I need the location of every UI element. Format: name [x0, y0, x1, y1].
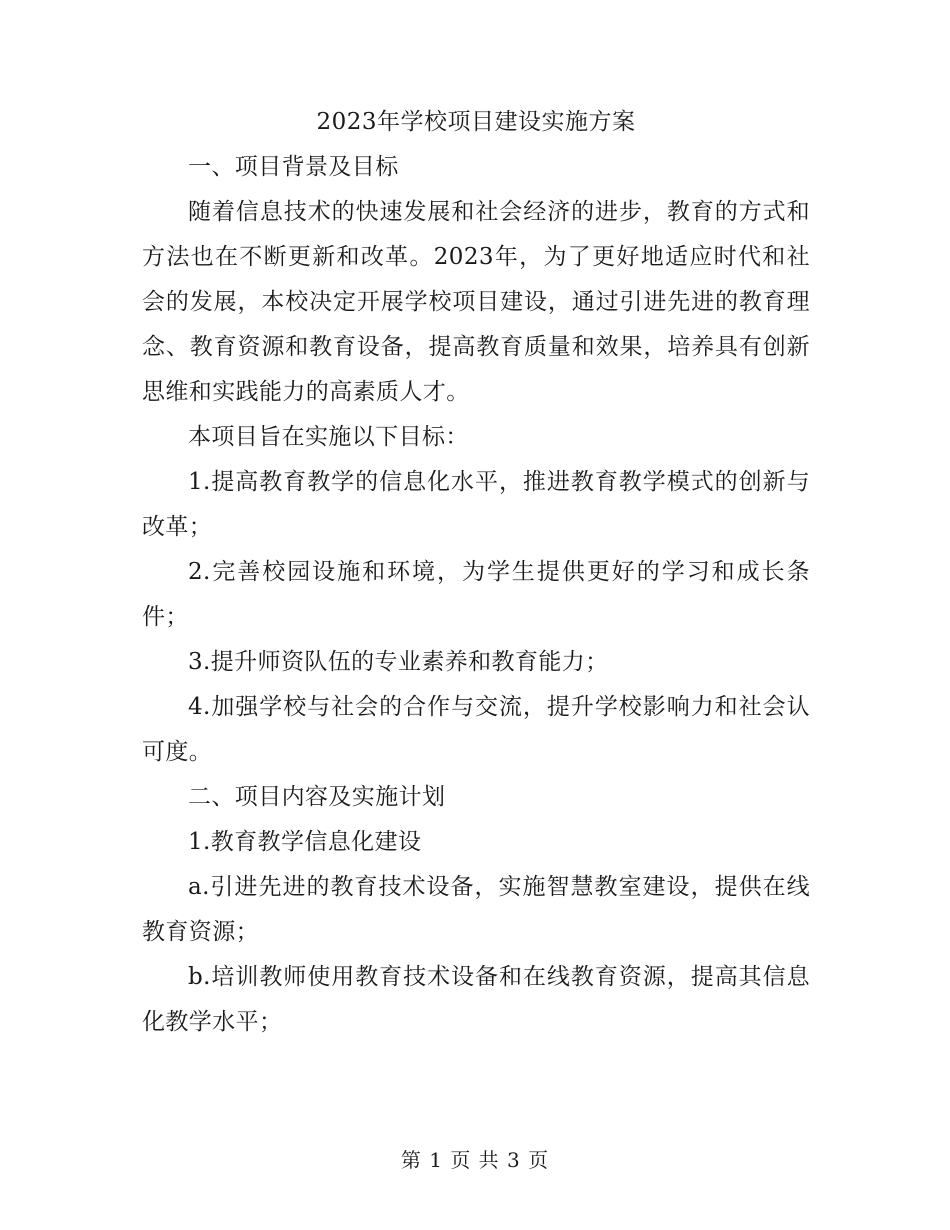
- document-body: [142, 100, 810, 1045]
- subsection-heading-informatization: 1.教育教学信息化建设: [188, 829, 422, 855]
- page-number-footer: 第 1 页 共 3 页: [400, 1148, 550, 1172]
- document-title: 2023年学校项目建设实施方案: [316, 109, 636, 135]
- goal-item-2: 2.完善校园设施和环境，为学生提供更好的学习和成长条件；: [142, 559, 810, 630]
- paragraph-background: 随着信息技术的快速发展和社会经济的进步，教育的方式和方法也在不断更新和改革。2023年，为了更好地适应时代和社会的发展，本校决定开展学校项目建设，通过引进先进的教育理念、教育资源和教育设备，提高教育质量和效果，培养具有创新思维和实践能力的高素质人才。: [142, 199, 810, 405]
- goal-item-1: 1.提高教育教学的信息化水平，推进教育教学模式的创新与改革；: [142, 469, 810, 540]
- paragraph-goals-intro: 本项目旨在实施以下目标：: [188, 424, 469, 450]
- goal-item-3: 3.提升师资队伍的专业素养和教育能力；: [188, 649, 609, 675]
- list-item-b: b.培训教师使用教育技术设备和在线教育资源，提高其信息化教学水平；: [142, 964, 810, 1035]
- section-heading-background: 一、项目背景及目标: [188, 154, 399, 180]
- list-item-a: a.引进先进的教育技术设备，实施智慧教室建设，提供在线教育资源；: [142, 874, 810, 945]
- section-heading-content-plan: 二、项目内容及实施计划: [188, 784, 446, 810]
- goal-item-4: 4.加强学校与社会的合作与交流，提升学校影响力和社会认可度。: [142, 694, 810, 765]
